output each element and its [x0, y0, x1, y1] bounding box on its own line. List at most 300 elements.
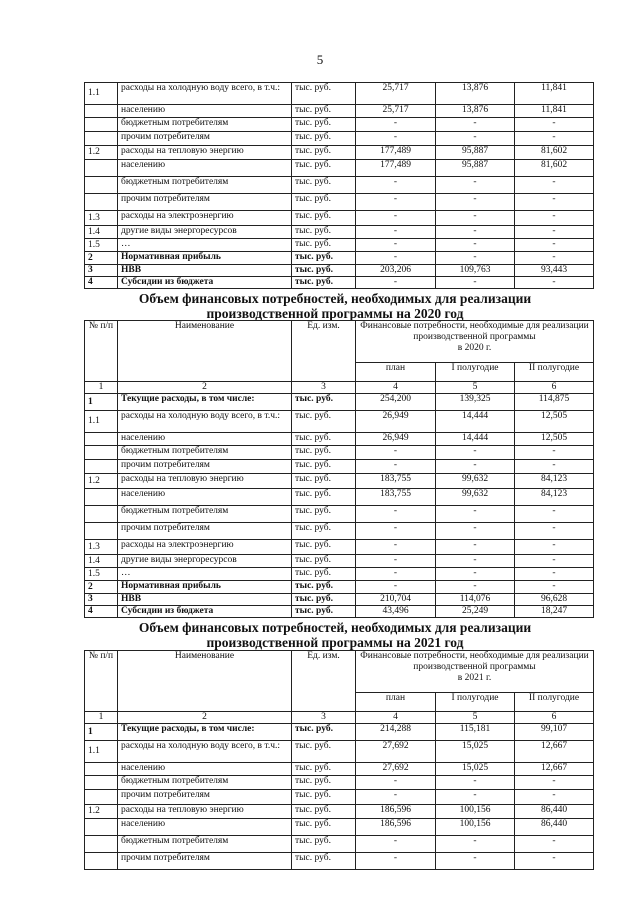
row-unit: тыс. руб.: [292, 132, 356, 146]
row-unit: тыс. руб.: [292, 555, 356, 568]
row-value-half1: 115,181: [436, 724, 515, 741]
row-number: 1.1: [85, 411, 118, 433]
row-value-half2: -: [515, 118, 594, 132]
row-number: 1.3: [85, 540, 118, 555]
row-name: …: [118, 568, 292, 581]
row-unit: тыс. руб.: [292, 489, 356, 506]
row-value-half1: -: [436, 211, 515, 226]
row-value-half2: -: [515, 790, 594, 805]
row-unit: тыс. руб.: [292, 446, 356, 460]
row-value-plan: -: [356, 506, 436, 523]
row-value-plan: -: [356, 132, 436, 146]
row-name: населению: [118, 489, 292, 506]
row-number: 1.1: [85, 83, 118, 105]
row-value-plan: -: [356, 211, 436, 226]
table-row: [85, 118, 594, 132]
header-half2: II полугодие: [515, 363, 594, 382]
table-row: [85, 853, 594, 870]
header-plan: план: [356, 363, 436, 382]
row-name: бюджетным потребителям: [118, 118, 292, 132]
row-value-plan: 183,755: [356, 474, 436, 489]
row-value-half1: -: [436, 853, 515, 870]
row-value-half1: 99,632: [436, 474, 515, 489]
row-unit: тыс. руб.: [292, 540, 356, 555]
row-value-plan: -: [356, 118, 436, 132]
row-value-half1: -: [436, 568, 515, 581]
row-value-half1: -: [436, 277, 515, 289]
row-unit: тыс. руб.: [292, 411, 356, 433]
row-value-half2: -: [515, 836, 594, 853]
column-number: 2: [118, 712, 292, 724]
row-name: расходы на электроэнергию: [118, 540, 292, 555]
row-value-half2: -: [515, 555, 594, 568]
row-value-plan: -: [356, 252, 436, 265]
row-number: 1.3: [85, 211, 118, 226]
row-name: бюджетным потребителям: [118, 836, 292, 853]
row-unit: тыс. руб.: [292, 160, 356, 177]
row-name: другие виды энергоресурсов: [118, 555, 292, 568]
row-value-half2: -: [515, 252, 594, 265]
row-value-half2: -: [515, 460, 594, 474]
row-unit: тыс. руб.: [292, 194, 356, 211]
table-row: [85, 819, 594, 836]
table-row: [85, 446, 594, 460]
row-unit: тыс. руб.: [292, 211, 356, 226]
row-value-half2: 11,841: [515, 83, 594, 105]
row-value-half1: 100,156: [436, 805, 515, 819]
row-number: [85, 819, 118, 836]
row-value-half1: -: [436, 540, 515, 555]
row-value-plan: -: [356, 790, 436, 805]
table-row: [85, 252, 594, 265]
header-financial-line3: в 2021 г.: [457, 673, 492, 683]
row-value-half1: 109,763: [436, 265, 515, 277]
table-row: [85, 790, 594, 805]
row-value-plan: 27,692: [356, 763, 436, 776]
row-value-half1: -: [436, 581, 515, 594]
table-row: [85, 568, 594, 581]
table-row: [85, 226, 594, 239]
column-number: 5: [436, 382, 515, 394]
section-2020-title-line1: Объем финансовых потребностей, необходимых для реализации: [138, 291, 532, 306]
row-name: прочим потребителям: [118, 132, 292, 146]
table-row: [85, 177, 594, 194]
section-2021-title-line1: Объем финансовых потребностей, необходимых для реализации: [138, 620, 532, 635]
row-unit: тыс. руб.: [292, 277, 356, 289]
row-value-plan: 25,717: [356, 83, 436, 105]
table-row: [85, 776, 594, 790]
row-name: расходы на тепловую энергию: [118, 146, 292, 160]
row-value-plan: 27,692: [356, 741, 436, 763]
row-value-half1: -: [436, 446, 515, 460]
row-value-plan: -: [356, 540, 436, 555]
row-number: [85, 853, 118, 870]
row-name: Нормативная прибыль: [118, 581, 292, 594]
table-row: [85, 474, 594, 489]
row-name: Текущие расходы, в том числе:: [118, 724, 292, 741]
row-number: 2: [85, 252, 118, 265]
row-number: 1.2: [85, 474, 118, 489]
row-value-half2: -: [515, 581, 594, 594]
row-value-plan: 26,949: [356, 433, 436, 446]
row-value-plan: 186,596: [356, 819, 436, 836]
row-value-plan: 214,288: [356, 724, 436, 741]
row-number: 1.5: [85, 568, 118, 581]
section-2020-title: [70, 291, 600, 321]
table-2020: [84, 320, 594, 618]
header-plan: план: [356, 693, 436, 712]
row-value-half1: -: [436, 226, 515, 239]
row-number: [85, 118, 118, 132]
row-name: бюджетным потребителям: [118, 506, 292, 523]
table-row: [85, 146, 594, 160]
row-value-plan: -: [356, 460, 436, 474]
table-row: [85, 506, 594, 523]
row-number: [85, 160, 118, 177]
row-unit: тыс. руб.: [292, 776, 356, 790]
header-financial-line1: Финансовые потребности, необходимые для реализации: [360, 651, 589, 661]
row-value-half2: -: [515, 540, 594, 555]
row-value-half1: 15,025: [436, 741, 515, 763]
row-number: 1.4: [85, 555, 118, 568]
row-value-half2: 12,505: [515, 411, 594, 433]
header-financial-line2: производственной программы: [413, 662, 536, 672]
row-unit: тыс. руб.: [292, 568, 356, 581]
row-value-half1: -: [436, 555, 515, 568]
section-2021-title-line2: производственной программы на 2021 год: [206, 635, 464, 650]
row-number: 1.2: [85, 146, 118, 160]
row-value-half1: 114,076: [436, 594, 515, 606]
row-value-half2: 18,247: [515, 606, 594, 618]
row-unit: тыс. руб.: [292, 819, 356, 836]
column-number: 2: [118, 382, 292, 394]
row-value-half1: -: [436, 252, 515, 265]
row-value-half2: -: [515, 277, 594, 289]
row-value-plan: -: [356, 555, 436, 568]
row-value-half1: -: [436, 194, 515, 211]
row-name: другие виды энергоресурсов: [118, 226, 292, 239]
row-number: [85, 177, 118, 194]
header-half1: I полугодие: [436, 363, 515, 382]
table-row: [85, 132, 594, 146]
row-number: 3: [85, 594, 118, 606]
row-number: 1.4: [85, 226, 118, 239]
header-num: № п/п: [85, 651, 118, 712]
row-value-half1: -: [436, 836, 515, 853]
row-name: Текущие расходы, в том числе:: [118, 394, 292, 411]
header-financial-line2: производственной программы: [413, 332, 536, 342]
section-2021-title: [70, 620, 600, 650]
row-value-plan: -: [356, 177, 436, 194]
row-unit: тыс. руб.: [292, 226, 356, 239]
row-unit: тыс. руб.: [292, 581, 356, 594]
row-number: [85, 776, 118, 790]
row-value-plan: -: [356, 581, 436, 594]
section-2020-title-line2: производственной программы на 2020 год: [206, 306, 464, 321]
header-half1: I полугодие: [436, 693, 515, 712]
table-row: [85, 540, 594, 555]
row-name: НВВ: [118, 265, 292, 277]
row-value-half2: 12,667: [515, 763, 594, 776]
row-value-half2: -: [515, 446, 594, 460]
row-unit: тыс. руб.: [292, 433, 356, 446]
table-row: [85, 805, 594, 819]
column-number: 4: [356, 712, 436, 724]
row-number: 1.1: [85, 741, 118, 763]
header-name: Наименование: [118, 651, 292, 712]
row-name: расходы на холодную воду всего, в т.ч.:: [118, 741, 292, 763]
row-number: 1.2: [85, 805, 118, 819]
row-name: населению: [118, 433, 292, 446]
table-row: [85, 741, 594, 763]
row-unit: тыс. руб.: [292, 805, 356, 819]
row-name: Нормативная прибыль: [118, 252, 292, 265]
row-name: населению: [118, 105, 292, 118]
table-row: [85, 194, 594, 211]
row-value-plan: 203,206: [356, 265, 436, 277]
row-number: [85, 836, 118, 853]
column-number: 3: [292, 382, 356, 394]
row-value-half2: -: [515, 853, 594, 870]
row-number: [85, 523, 118, 540]
row-value-plan: 254,200: [356, 394, 436, 411]
row-number: [85, 506, 118, 523]
header-half2: II полугодие: [515, 693, 594, 712]
row-name: расходы на тепловую энергию: [118, 805, 292, 819]
row-value-half1: 95,887: [436, 146, 515, 160]
row-value-half2: -: [515, 177, 594, 194]
table-row: [85, 836, 594, 853]
row-value-half1: -: [436, 523, 515, 540]
row-number: [85, 446, 118, 460]
row-name: …: [118, 239, 292, 252]
row-value-plan: 210,704: [356, 594, 436, 606]
row-unit: тыс. руб.: [292, 836, 356, 853]
row-number: 3: [85, 265, 118, 277]
row-name: расходы на электроэнергию: [118, 211, 292, 226]
row-value-half2: -: [515, 568, 594, 581]
table-row: [85, 433, 594, 446]
header-name: Наименование: [118, 321, 292, 382]
row-name: расходы на холодную воду всего, в т.ч.:: [118, 411, 292, 433]
row-value-half2: -: [515, 506, 594, 523]
row-unit: тыс. руб.: [292, 83, 356, 105]
table-row: [85, 606, 594, 618]
row-value-plan: -: [356, 523, 436, 540]
row-value-plan: -: [356, 776, 436, 790]
row-unit: тыс. руб.: [292, 853, 356, 870]
row-value-half1: -: [436, 506, 515, 523]
row-number: [85, 433, 118, 446]
table-row: [85, 411, 594, 433]
row-name: населению: [118, 160, 292, 177]
row-unit: тыс. руб.: [292, 394, 356, 411]
header-financial-needs: [356, 321, 594, 363]
row-value-half2: 96,628: [515, 594, 594, 606]
table-row: [85, 555, 594, 568]
row-unit: тыс. руб.: [292, 252, 356, 265]
row-value-half1: 13,876: [436, 83, 515, 105]
row-name: прочим потребителям: [118, 523, 292, 540]
row-name: бюджетным потребителям: [118, 776, 292, 790]
row-name: Субсидии из бюджета: [118, 606, 292, 618]
row-value-plan: 177,489: [356, 146, 436, 160]
row-value-half2: 84,123: [515, 474, 594, 489]
row-number: [85, 105, 118, 118]
row-value-half1: 14,444: [436, 433, 515, 446]
row-value-half1: 100,156: [436, 819, 515, 836]
row-name: населению: [118, 763, 292, 776]
table-row: [85, 265, 594, 277]
row-name: расходы на холодную воду всего, в т.ч.:: [118, 83, 292, 105]
row-number: [85, 763, 118, 776]
row-number: 1: [85, 724, 118, 741]
table-row: [85, 211, 594, 226]
row-value-plan: 177,489: [356, 160, 436, 177]
row-name: прочим потребителям: [118, 790, 292, 805]
row-value-half2: 86,440: [515, 819, 594, 836]
row-value-half1: -: [436, 239, 515, 252]
row-name: Субсидии из бюджета: [118, 277, 292, 289]
row-value-half1: -: [436, 776, 515, 790]
row-unit: тыс. руб.: [292, 177, 356, 194]
table-continuation: [84, 82, 594, 289]
column-number: 1: [85, 712, 118, 724]
row-value-half2: 86,440: [515, 805, 594, 819]
row-value-half2: 11,841: [515, 105, 594, 118]
column-number: 6: [515, 382, 594, 394]
row-value-half2: 12,667: [515, 741, 594, 763]
row-unit: тыс. руб.: [292, 118, 356, 132]
row-unit: тыс. руб.: [292, 239, 356, 252]
row-value-half2: -: [515, 776, 594, 790]
row-unit: тыс. руб.: [292, 724, 356, 741]
column-number: 5: [436, 712, 515, 724]
row-value-plan: -: [356, 568, 436, 581]
row-unit: тыс. руб.: [292, 523, 356, 540]
row-value-plan: -: [356, 226, 436, 239]
table-row: [85, 594, 594, 606]
row-value-half1: -: [436, 118, 515, 132]
table-row: [85, 763, 594, 776]
row-unit: тыс. руб.: [292, 506, 356, 523]
row-number: [85, 132, 118, 146]
row-value-half1: -: [436, 177, 515, 194]
header-unit: Ед. изм.: [292, 321, 356, 382]
table-row: [85, 277, 594, 289]
row-value-plan: 183,755: [356, 489, 436, 506]
row-value-half2: 81,602: [515, 146, 594, 160]
row-unit: тыс. руб.: [292, 265, 356, 277]
row-value-half1: 95,887: [436, 160, 515, 177]
row-value-half2: -: [515, 523, 594, 540]
row-name: населению: [118, 819, 292, 836]
row-value-half2: -: [515, 132, 594, 146]
row-value-half2: 93,443: [515, 265, 594, 277]
table-row: [85, 724, 594, 741]
row-unit: тыс. руб.: [292, 105, 356, 118]
row-value-plan: -: [356, 853, 436, 870]
row-value-half2: -: [515, 226, 594, 239]
row-number: [85, 460, 118, 474]
table-row: [85, 460, 594, 474]
row-name: НВВ: [118, 594, 292, 606]
row-number: 4: [85, 277, 118, 289]
row-value-half2: 114,875: [515, 394, 594, 411]
row-value-half2: 81,602: [515, 160, 594, 177]
row-name: прочим потребителям: [118, 853, 292, 870]
header-num: № п/п: [85, 321, 118, 382]
table-2021: [84, 650, 594, 870]
column-number: 3: [292, 712, 356, 724]
row-number: [85, 489, 118, 506]
row-name: бюджетным потребителям: [118, 446, 292, 460]
header-financial-line3: в 2020 г.: [457, 343, 492, 353]
row-unit: тыс. руб.: [292, 460, 356, 474]
column-number: 1: [85, 382, 118, 394]
table-row: [85, 581, 594, 594]
row-unit: тыс. руб.: [292, 146, 356, 160]
row-value-half1: 14,444: [436, 411, 515, 433]
table-row: [85, 523, 594, 540]
row-value-half2: -: [515, 239, 594, 252]
page-number: 5: [316, 52, 324, 67]
row-value-half1: 13,876: [436, 105, 515, 118]
row-value-plan: -: [356, 446, 436, 460]
row-name: бюджетным потребителям: [118, 177, 292, 194]
row-unit: тыс. руб.: [292, 741, 356, 763]
table-row: [85, 83, 594, 105]
column-number: 6: [515, 712, 594, 724]
row-unit: тыс. руб.: [292, 474, 356, 489]
row-value-half2: -: [515, 211, 594, 226]
row-number: [85, 790, 118, 805]
row-value-half1: 25,249: [436, 606, 515, 618]
row-value-plan: 26,949: [356, 411, 436, 433]
header-unit: Ед. изм.: [292, 651, 356, 712]
row-value-plan: 186,596: [356, 805, 436, 819]
row-number: 4: [85, 606, 118, 618]
table-row: [85, 105, 594, 118]
row-unit: тыс. руб.: [292, 594, 356, 606]
header-financial-line1: Финансовые потребности, необходимые для реализации: [360, 321, 589, 331]
row-value-half1: -: [436, 460, 515, 474]
row-value-plan: -: [356, 836, 436, 853]
row-number: [85, 194, 118, 211]
row-value-plan: 25,717: [356, 105, 436, 118]
row-value-plan: 43,496: [356, 606, 436, 618]
row-value-plan: -: [356, 277, 436, 289]
row-value-half1: 139,325: [436, 394, 515, 411]
row-value-half2: 12,505: [515, 433, 594, 446]
row-unit: тыс. руб.: [292, 790, 356, 805]
row-unit: тыс. руб.: [292, 763, 356, 776]
table-row: [85, 489, 594, 506]
row-unit: тыс. руб.: [292, 606, 356, 618]
column-number: 4: [356, 382, 436, 394]
row-number: 1.5: [85, 239, 118, 252]
row-value-half2: 99,107: [515, 724, 594, 741]
table-row: [85, 394, 594, 411]
row-value-half2: 84,123: [515, 489, 594, 506]
row-value-plan: -: [356, 194, 436, 211]
row-value-half1: 15,025: [436, 763, 515, 776]
table-row: [85, 239, 594, 252]
row-value-half1: -: [436, 132, 515, 146]
header-financial-needs: [356, 651, 594, 693]
row-value-half2: -: [515, 194, 594, 211]
table-row: [85, 160, 594, 177]
